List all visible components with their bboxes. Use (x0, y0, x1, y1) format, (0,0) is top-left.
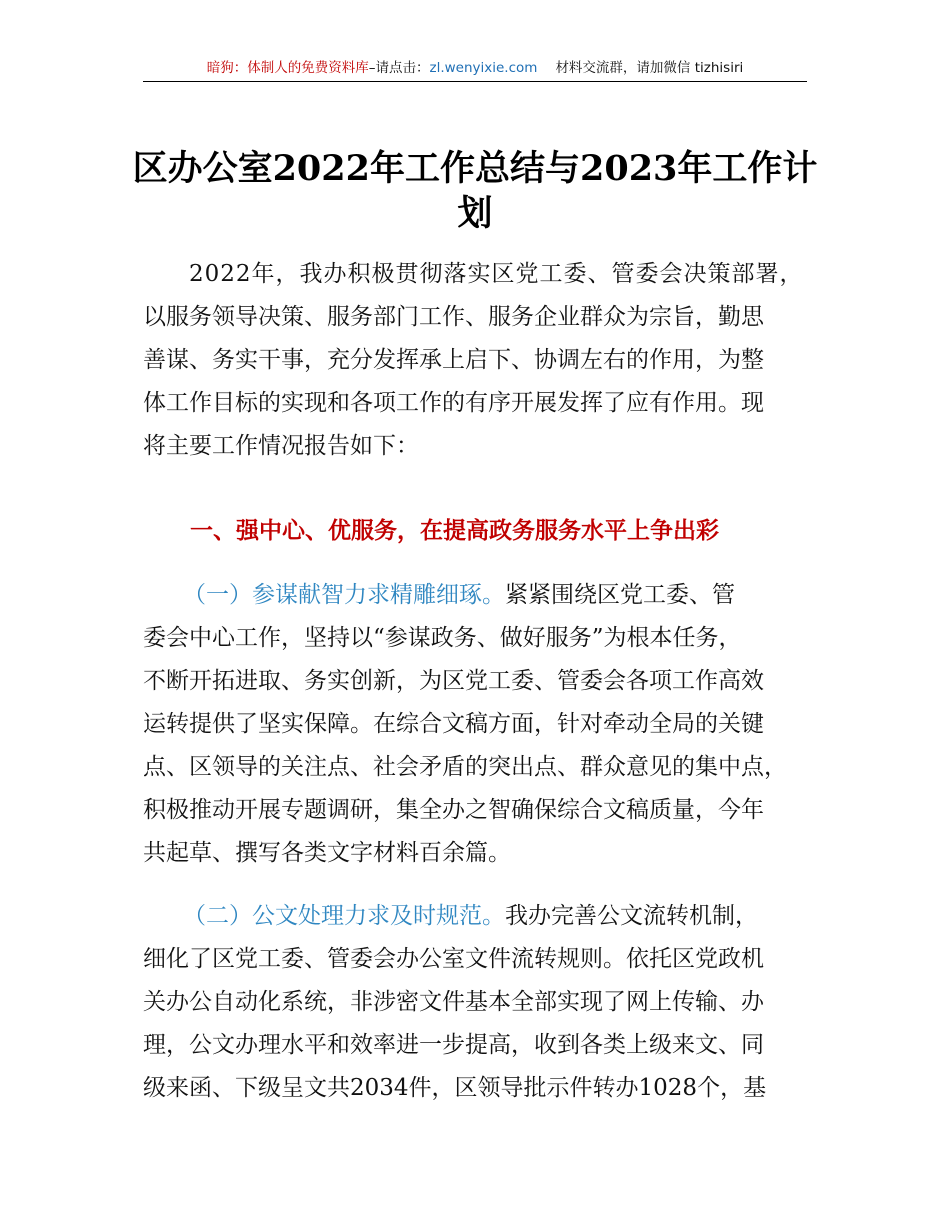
subsection-2-line: 关办公自动化系统，非涉密文件基本全部实现了网上传输、办 (143, 989, 764, 1015)
header-url-link[interactable]: zl.wenyixie.com (429, 60, 538, 76)
intro-line: 以服务领导决策、服务部门工作、服务企业群众为宗旨，勤思 (143, 304, 764, 330)
page-header (143, 57, 807, 82)
subsection-2-line: 细化了区党工委、管委会办公室文件流转规则。依托区党政机 (143, 946, 764, 972)
subsection-1-line: 积极推动开展专题调研，集全办之智确保综合文稿质量，今年 (143, 797, 764, 823)
document-title-line2: 划 (457, 193, 493, 234)
intro-line: 善谋、务实干事，充分发挥承上启下、协调左右的作用，为整 (143, 347, 764, 373)
subsection-1-line: 点、区领导的关注点、社会矛盾的突出点、群众意见的集中点， (143, 754, 787, 780)
document-title-line1: 区办公室2022年工作总结与2023年工作计 (132, 148, 818, 189)
header-prompt: –请点击： (368, 60, 430, 76)
subsection-1-label: （一）参谋献智力求精雕细琢。 (183, 582, 505, 608)
header-contact: 材料交流群，请加微信 tizhisiri (555, 60, 744, 76)
subsection-1-text: 紧紧围绕区党工委、管 (505, 582, 735, 608)
subsection-1-first-line (183, 579, 735, 611)
section-heading: 一、强中心、优服务，在提高政务服务水平上争出彩 (190, 518, 719, 544)
subsection-1-line: 不断开拓进取、务实创新，为区党工委、管委会各项工作高效 (143, 668, 764, 694)
header-brand: 暗狗：体制人的免费资料库 (206, 60, 369, 76)
subsection-1-line: 共起草、撰写各类文字材料百余篇。 (143, 840, 511, 866)
subsection-1-line: 委会中心工作，坚持以“参谋政务、做好服务”为根本任务， (143, 625, 742, 651)
subsection-2-label: （二）公文处理力求及时规范。 (183, 903, 505, 929)
subsection-2-text: 我办完善公文流转机制， (505, 903, 758, 929)
subsection-2-line: 级来函、下级呈文共2034件，区领导批示件转办1028个，基 (143, 1075, 767, 1101)
subsection-2-line: 理，公文办理水平和效率进一步提高，收到各类上级来文、同 (143, 1032, 764, 1058)
intro-line: 体工作目标的实现和各项工作的有序开展发挥了应有作用。现 (143, 390, 764, 416)
intro-line: 2022年，我办积极贯彻落实区党工委、管委会决策部署， (189, 261, 804, 287)
subsection-1-line: 运转提供了坚实保障。在综合文稿方面，针对牵动全局的关键 (143, 711, 764, 737)
subsection-2-first-line (183, 900, 758, 932)
intro-line: 将主要工作情况报告如下： (143, 433, 419, 459)
